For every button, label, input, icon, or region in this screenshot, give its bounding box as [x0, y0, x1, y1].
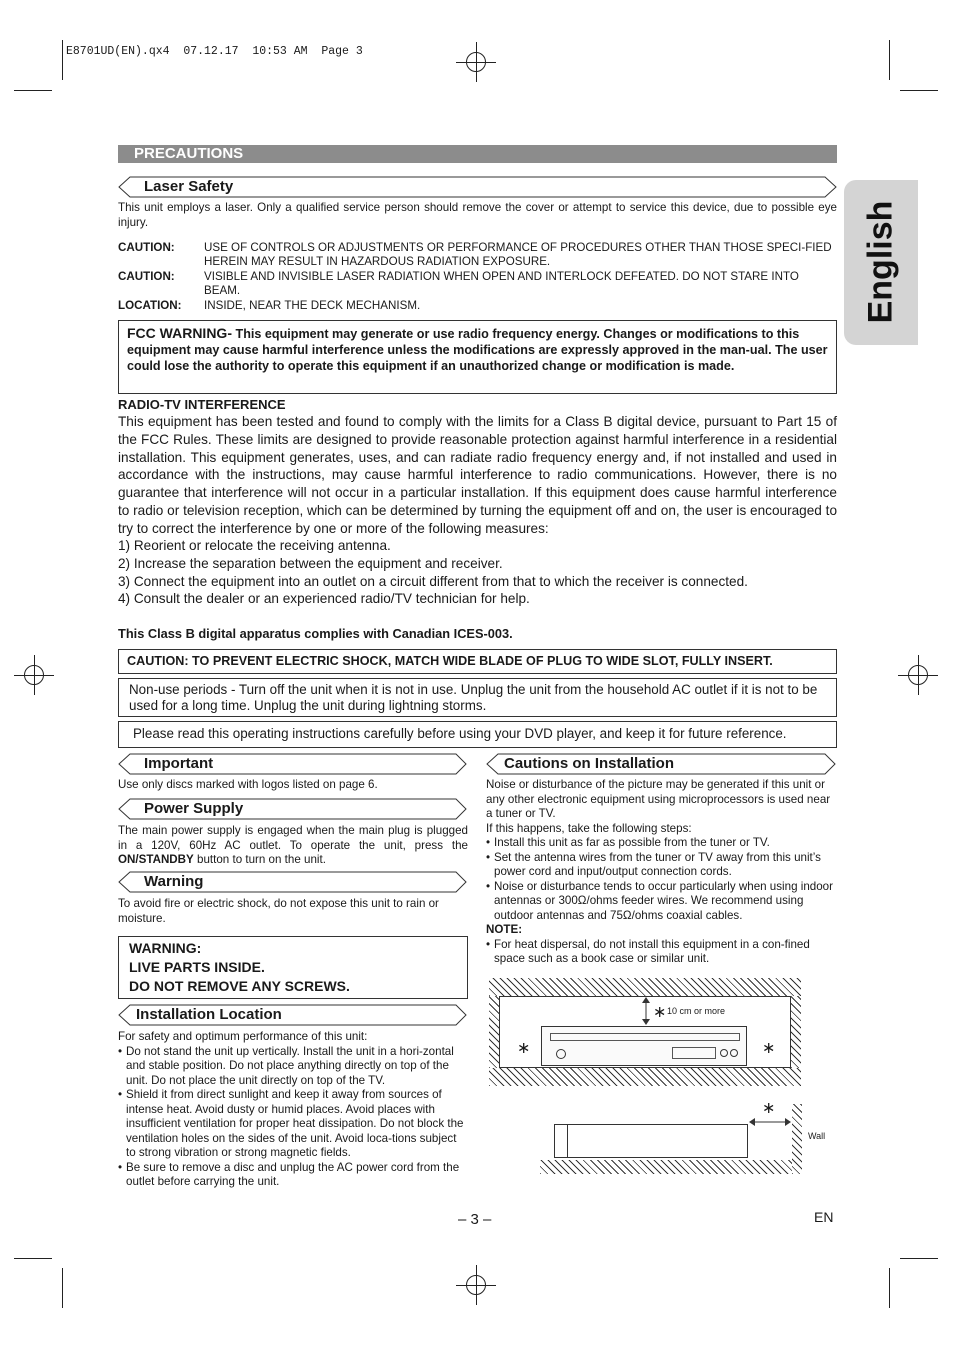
radio-tv-title: RADIO-TV INTERFERENCE — [118, 397, 286, 412]
please-read-box: Please read this operating instructions carefully before using your DVD player, and keep it for future reference. — [118, 721, 837, 748]
list-item: • For heat dispersal, do not install this equipment in a con-fined space such as a book case or similar unit. — [486, 938, 837, 967]
radio-tv-measures — [118, 537, 837, 608]
cautions-installation-text: Noise or disturbance of the picture may be generated if this unit or any other electronic equipment using microprocessors is used near a tuner or TV. If this happens, take the following steps: • Install this unit as far as possible from the tuner or TV. • Set the antenna wires from the tuner or TV away from this unit’s power cord and input/output connection cords. • Noise or disturbance tends to occur particularly when using indoor antennas or 300Ω/ohms feeder wires. We recommend using outdoor antennas and 75Ω/ohms coaxial cables. NOTE: • For heat dispersal, do not install this equipment in a con-fined space such as a book case or similar unit. — [486, 778, 837, 967]
unit-front-edge — [567, 1125, 568, 1157]
list-item: • Set the antenna wires from the tuner or TV away from this unit’s power cord and input/output connection cords. — [486, 851, 837, 880]
disc-tray — [550, 1033, 740, 1041]
unit-side — [554, 1124, 748, 1158]
registration-mark — [898, 655, 938, 695]
crop-mark — [62, 40, 63, 80]
fcc-warning-box — [118, 320, 837, 394]
measure-item: 1) Reorient or relocate the receiving antenna. — [118, 538, 391, 553]
left-asterisk: ∗ — [517, 1040, 531, 1057]
caution-row: LOCATION: INSIDE, NEAR THE DECK MECHANISM. — [118, 299, 421, 312]
crop-mark — [889, 40, 890, 80]
measure-item: 4) Consult the dealer or an experienced radio/TV technician for help. — [118, 591, 530, 607]
dvd-player-front — [541, 1026, 747, 1066]
laser-cautions — [118, 241, 837, 313]
power-supply-text: The main power supply is engaged when the main plug is plugged in a 120V, 60Hz AC outlet. To operate the unit, press the ON/STANDBY button to turn on the unit. — [118, 824, 468, 866]
wall-label: Wall — [808, 1131, 826, 1141]
laser-intro: This unit employs a laser. Only a qualified service person should remove the cover or attempt to service this device, due to possible eye injury. — [118, 201, 837, 229]
fcc-label: FCC WARNING- — [127, 325, 232, 341]
section-title: PRECAUTIONS — [118, 145, 837, 163]
button-icon — [730, 1049, 738, 1057]
language-code: EN — [814, 1209, 834, 1225]
list-item: • Be sure to remove a disc and unplug the AC power cord from the outlet before carrying the unit. — [118, 1161, 468, 1190]
laser-safety-heading — [118, 176, 838, 198]
heading-label: Laser Safety — [144, 178, 234, 195]
language-tab-label: English — [861, 200, 900, 324]
power-button-icon — [556, 1049, 566, 1059]
registration-mark — [456, 42, 496, 82]
cabinet-bottom — [489, 1068, 801, 1086]
crop-mark — [14, 1258, 52, 1259]
display-panel — [672, 1047, 716, 1059]
crop-mark — [889, 1268, 890, 1308]
canada-compliance: This Class B digital apparatus complies with Canadian ICES-003. — [118, 626, 513, 641]
power-supply-heading — [118, 798, 468, 820]
button-icon — [720, 1049, 728, 1057]
heading-label: Power Supply — [144, 800, 244, 817]
heading-label: Important — [144, 755, 214, 772]
installation-location-heading — [118, 1004, 468, 1026]
registration-mark — [456, 1265, 496, 1305]
live-parts-box: WARNING: LIVE PARTS INSIDE. DO NOT REMOVE ANY SCREWS. — [118, 936, 468, 999]
cabinet-top — [489, 978, 801, 996]
floor — [540, 1160, 792, 1174]
crop-mark — [62, 1268, 63, 1308]
heading-label: Installation Location — [136, 1006, 282, 1023]
clearance-label: 10 cm or more — [667, 1006, 726, 1016]
heading-label: Warning — [144, 873, 204, 890]
crop-mark — [900, 90, 938, 91]
warning-text: To avoid fire or electric shock, do not expose this unit to rain or moisture. — [118, 897, 439, 925]
clearance-asterisk: ∗ — [653, 1004, 667, 1021]
measure-item: 2) Increase the separation between the equipment and receiver. — [118, 555, 503, 571]
list-item: • Shield it from direct sunlight and keep it away from sources of intense heat. Avoid dusty or humid places. Avoid places with insufficient ventilation for proper heat dissipation. Do not block the ventilation holes on the sides of the unit. Avoid loca-tions subject to strong vibration or strong magnetic fields. — [118, 1088, 468, 1161]
crop-mark — [14, 90, 52, 91]
registration-mark — [14, 655, 54, 695]
installation-diagram — [489, 978, 801, 1086]
radio-tv-text: This equipment has been tested and found to comply with the limits for a Class B digital device, pursuant to Part 15 of the FCC Rules. These limits are designed to provide reasonable protection against harmful interference in a residential installation. This equipment generates, uses, and can radiate radio frequency energy and, if not installed and used in accordance with the instructions, may cause harmful interference to radio communications. However, there is no guarantee that interference will not occur in a particular installation. If this equipment does cause harmful interference to radio or television reception, which can be determined by turning the equipment off and on, the user is encouraged to try to correct the interference by one or more of the following measures: — [118, 414, 837, 536]
measure-item: 3) Connect the equipment into an outlet on a circuit different from that to which the receiver is connected. — [118, 573, 748, 589]
right-asterisk: ∗ — [762, 1040, 776, 1057]
wall-asterisk: ∗ — [762, 1100, 776, 1117]
page-number: – 3 – — [458, 1211, 492, 1228]
clearance-arrow — [639, 996, 653, 1026]
heading-label: Cautions on Installation — [504, 755, 675, 772]
warning-heading — [118, 871, 468, 893]
installation-location-text: For safety and optimum performance of this unit: • Do not stand the unit up vertically. Install the unit in a hori-zontal and stable position. Do not place anything directly on top of the unit. Do not place the unit directly on top of the TV. • Shield it from direct sunlight and keep it away from sources of intense heat. Avoid dusty or humid places. Avoid places with insufficient ventilation for proper heat dissipation. Do not block the ventilation holes on the sides of the unit. Avoid loca-tions subject to strong vibration or strong magnetic fields. • Be sure to remove a disc and unplug the AC power cord from the outlet before carrying the unit. — [118, 1030, 468, 1190]
cabinet-right — [791, 996, 801, 1068]
list-item: • Install this unit as far as possible from the tuner or TV. — [486, 836, 837, 851]
important-heading — [118, 753, 468, 775]
nonuse-box: Non-use periods - Turn off the unit when it is not in use. Unplug the unit from the household AC outlet if it is not to be used for a long time. Unplug the unit during lightning storms. — [118, 678, 837, 717]
language-tab — [844, 180, 918, 345]
caution-row: CAUTION: USE OF CONTROLS OR ADJUSTMENTS OR PERFORMANCE OF PROCEDURES OTHER THAN THOSE SPECI-FIED HEREIN MAY RESULT IN HAZARDOUS RADIATION EXPOSURE. — [118, 241, 832, 268]
important-text: Use only discs marked with logos listed on page 6. — [118, 778, 378, 791]
wall — [792, 1104, 802, 1174]
list-item: • Noise or disturbance tends to occur particularly when using indoor antennas or 300Ω/ohms feeder wires. We recommend using outdoor antennas and 75Ω/ohms coaxial cables. — [486, 880, 837, 924]
fcc-text: This equipment may generate or use radio frequency energy. Changes or modifications to this equipment may cause harmful interference unless the modifications are expressly approved in the man-ual. The user could lose the authority to operate this equipment if an unauthorized change or modification is made. — [127, 327, 828, 373]
caution-row: CAUTION: VISIBLE AND INVISIBLE LASER RADIATION WHEN OPEN AND INTERLOCK DEFEATED. DO NOT STARE INTO BEAM. — [118, 270, 799, 297]
crop-mark — [900, 1258, 938, 1259]
cautions-installation-heading — [486, 753, 837, 775]
cabinet-left — [489, 996, 499, 1068]
shock-caution-box: CAUTION: TO PREVENT ELECTRIC SHOCK, MATCH WIDE BLADE OF PLUG TO WIDE SLOT, FULLY INSERT. — [118, 649, 837, 674]
print-header: E8701UD(EN).qx4 07.12.17 10:53 AM Page 3 — [66, 45, 363, 58]
side-view-diagram — [540, 1100, 802, 1176]
list-item: • Do not stand the unit up vertically. Install the unit in a hori-zontal and stable position. Do not place anything directly on top of the unit. Do not place the unit directly on top of the TV. — [118, 1045, 468, 1089]
